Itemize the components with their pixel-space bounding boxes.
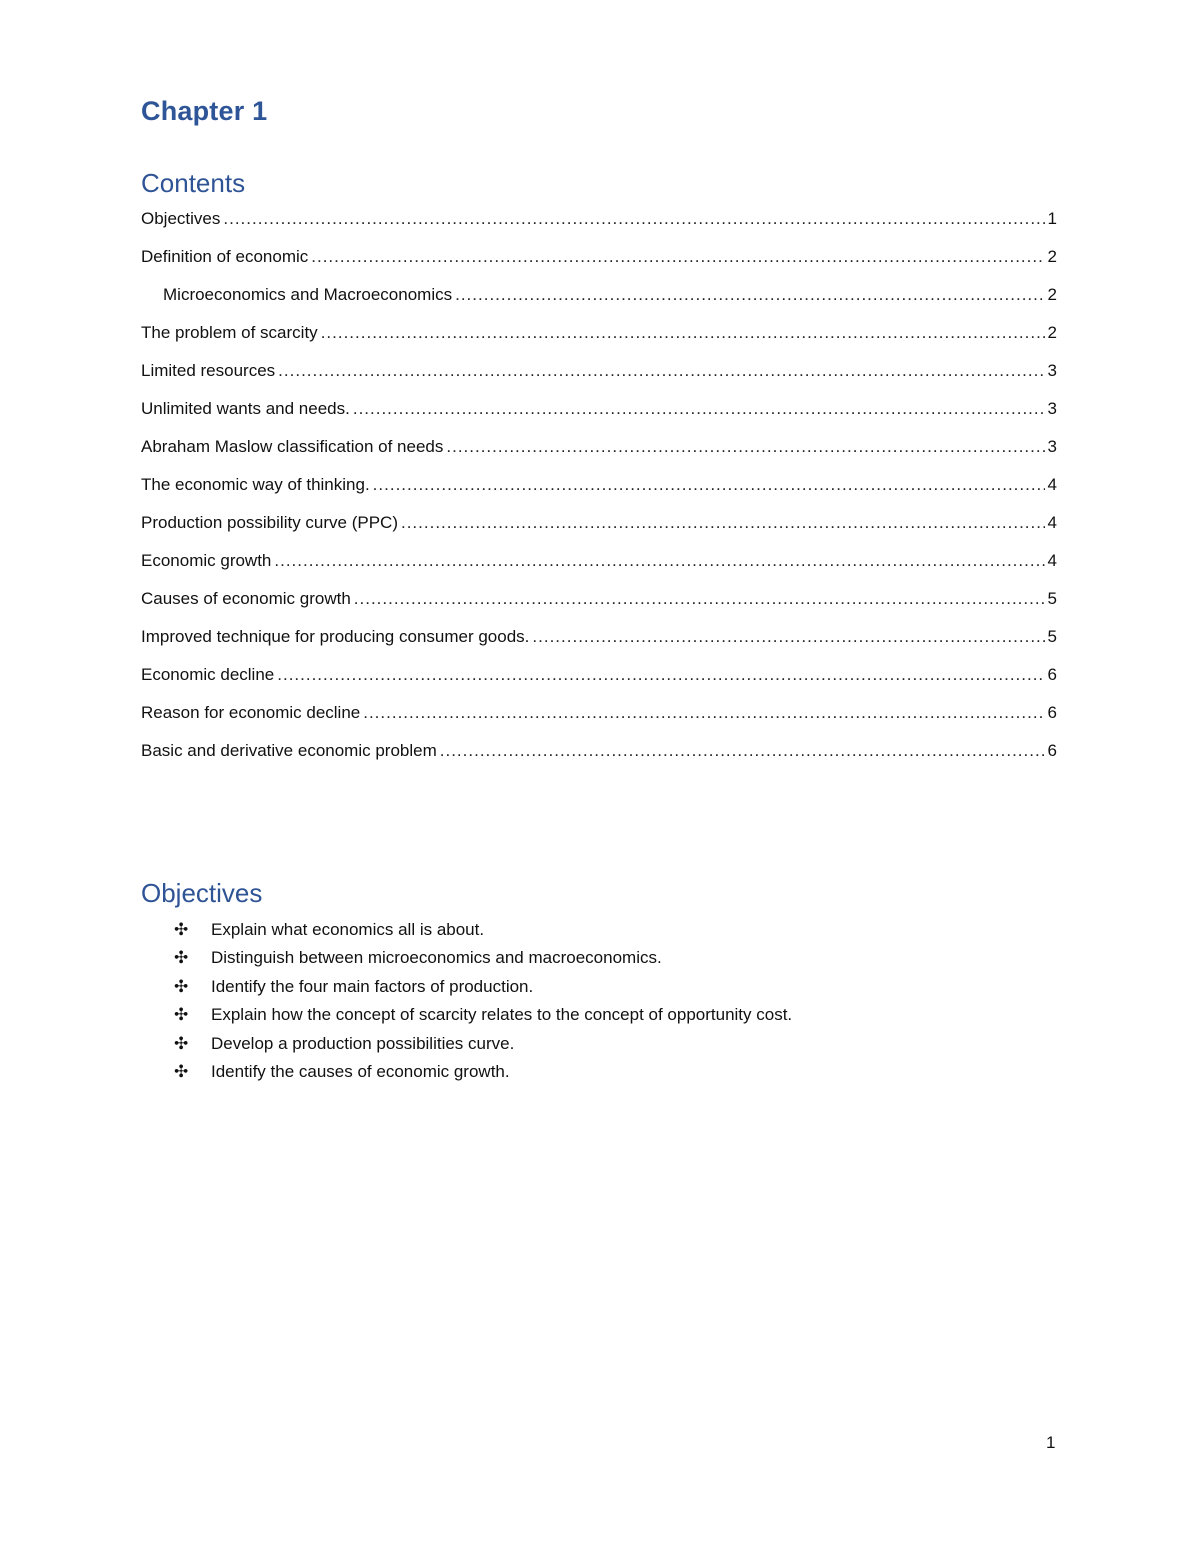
toc-dot-leader bbox=[354, 587, 1045, 611]
objective-item bbox=[174, 975, 1074, 1003]
toc-entry[interactable] bbox=[141, 587, 1057, 625]
toc-dot-leader bbox=[321, 321, 1045, 345]
four-diamond-star-icon: ✣ bbox=[174, 976, 189, 996]
four-diamond-star-icon: ✣ bbox=[174, 1061, 189, 1081]
objective-item bbox=[174, 1032, 1074, 1060]
toc-dot-leader bbox=[440, 739, 1045, 763]
toc-dot-leader bbox=[373, 473, 1045, 497]
toc-dot-leader bbox=[278, 359, 1044, 383]
objective-text: Identify the causes of economic growth. bbox=[211, 1061, 510, 1081]
toc-dot-leader bbox=[401, 511, 1045, 535]
toc-heading: Contents bbox=[141, 168, 246, 198]
toc-entry-label: The economic way of thinking. bbox=[141, 475, 370, 494]
toc-dot-leader bbox=[363, 701, 1044, 725]
toc-page-number: 6 bbox=[1047, 741, 1057, 760]
toc-page-number: 2 bbox=[1047, 247, 1057, 266]
toc-entry[interactable] bbox=[141, 359, 1057, 397]
toc-entry-label: Objectives bbox=[141, 209, 221, 228]
toc-entry-label: Unlimited wants and needs. bbox=[141, 399, 350, 418]
toc-entry[interactable] bbox=[141, 435, 1057, 473]
four-diamond-star-icon: ✣ bbox=[174, 1005, 189, 1025]
toc-page-number: 6 bbox=[1047, 703, 1057, 722]
objective-item bbox=[174, 918, 1074, 946]
toc-page-number: 2 bbox=[1047, 323, 1057, 342]
toc-entry-label: Abraham Maslow classification of needs bbox=[141, 437, 444, 456]
toc-dot-leader bbox=[532, 625, 1044, 649]
toc-dot-leader bbox=[455, 283, 1044, 307]
toc-entry-label: Economic growth bbox=[141, 551, 272, 570]
toc-entry[interactable] bbox=[141, 663, 1057, 701]
objective-text: Develop a production possibilities curve. bbox=[211, 1033, 515, 1053]
toc-entry[interactable] bbox=[141, 207, 1057, 245]
toc-entry-label: Definition of economic bbox=[141, 247, 309, 266]
toc-entry-label: The problem of scarcity bbox=[141, 323, 318, 342]
toc-page-number: 4 bbox=[1047, 551, 1057, 570]
toc-entry-label: Reason for economic decline bbox=[141, 703, 361, 722]
four-diamond-star-icon: ✣ bbox=[174, 1033, 189, 1053]
toc-dot-leader bbox=[446, 435, 1044, 459]
toc-page-number: 5 bbox=[1047, 589, 1057, 608]
toc-entry[interactable] bbox=[141, 701, 1057, 739]
toc-page-number: 1 bbox=[1047, 209, 1057, 228]
toc-entry[interactable] bbox=[141, 739, 1057, 777]
toc-page-number: 6 bbox=[1047, 665, 1057, 684]
toc-entry-label: Economic decline bbox=[141, 665, 275, 684]
objectives-list bbox=[174, 918, 1074, 1088]
objective-text: Explain how the concept of scarcity relates to the concept of opportunity cost. bbox=[211, 1005, 793, 1025]
toc-page-number: 3 bbox=[1047, 361, 1057, 380]
toc-entry[interactable] bbox=[141, 283, 1057, 321]
toc-entry[interactable] bbox=[141, 549, 1057, 587]
objective-text: Distinguish between microeconomics and macroeconomics. bbox=[211, 948, 662, 968]
toc-page-number: 2 bbox=[1047, 285, 1057, 304]
toc-dot-leader bbox=[223, 207, 1044, 231]
toc-entry[interactable] bbox=[141, 321, 1057, 359]
toc-dot-leader bbox=[274, 549, 1044, 573]
toc-entry-label: Limited resources bbox=[141, 361, 276, 380]
toc-entry[interactable] bbox=[141, 245, 1057, 283]
objective-text: Identify the four main factors of production. bbox=[211, 976, 534, 996]
objective-text: Explain what economics all is about. bbox=[211, 920, 485, 939]
four-diamond-star-icon: ✣ bbox=[174, 920, 189, 939]
objective-item bbox=[174, 1060, 1074, 1088]
toc-entry-label: Causes of economic growth bbox=[141, 589, 351, 608]
toc-entry-label: Improved technique for producing consumer goods. bbox=[141, 627, 530, 646]
toc-entry-label: Microeconomics and Macroeconomics bbox=[163, 285, 453, 304]
chapter-title: Chapter 1 bbox=[141, 96, 268, 126]
toc-entry[interactable] bbox=[141, 625, 1057, 663]
toc-dot-leader bbox=[353, 397, 1045, 421]
objectives-heading: Objectives bbox=[141, 878, 263, 908]
toc-entry[interactable] bbox=[141, 511, 1057, 549]
toc-page-number: 3 bbox=[1047, 437, 1057, 456]
objective-item bbox=[174, 946, 1074, 974]
page-number: 1 bbox=[1046, 1433, 1056, 1452]
toc-page-number: 4 bbox=[1047, 513, 1057, 532]
objective-item bbox=[174, 1003, 1074, 1031]
toc-entry[interactable] bbox=[141, 473, 1057, 511]
toc-dot-leader bbox=[311, 245, 1044, 269]
table-of-contents bbox=[141, 207, 1057, 777]
toc-entry-label: Basic and derivative economic problem bbox=[141, 741, 437, 760]
toc-entry[interactable] bbox=[141, 397, 1057, 435]
toc-page-number: 4 bbox=[1047, 475, 1057, 494]
toc-entry-label: Production possibility curve (PPC) bbox=[141, 513, 398, 532]
four-diamond-star-icon: ✣ bbox=[174, 948, 189, 968]
toc-dot-leader bbox=[277, 663, 1044, 687]
toc-page-number: 3 bbox=[1047, 399, 1057, 418]
toc-page-number: 5 bbox=[1047, 627, 1057, 646]
